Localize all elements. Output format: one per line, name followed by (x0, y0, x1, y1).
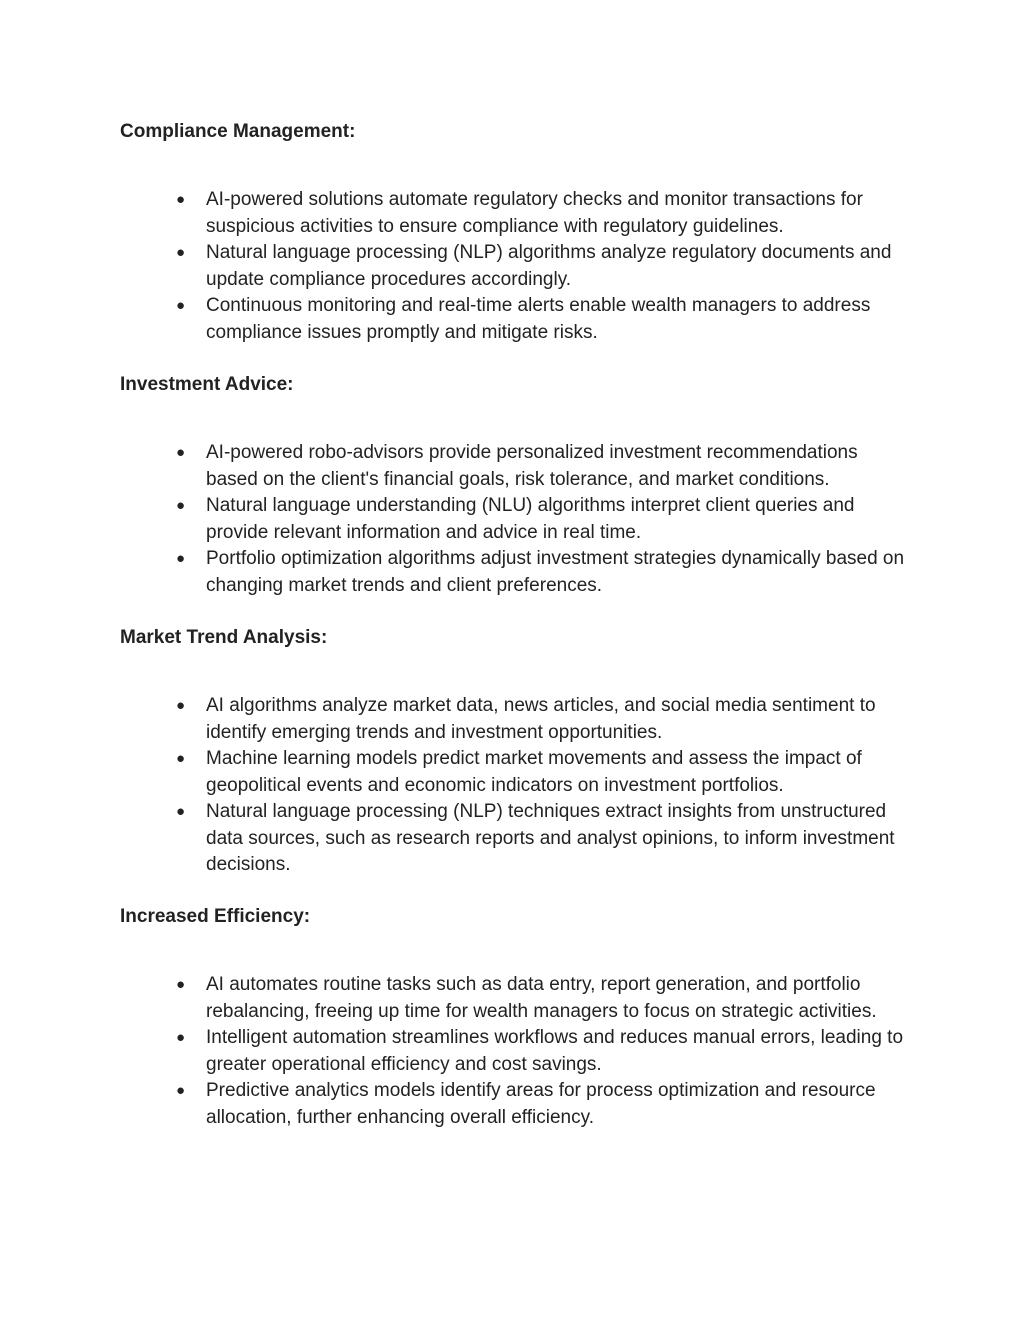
list-item-text: Natural language processing (NLP) techniques extract insights from unstructured data sources, such as research reports and analyst opinions, to inform investment decisions. (206, 801, 895, 875)
bullet-icon: ● (176, 976, 186, 993)
list-item-text: Continuous monitoring and real-time alerts enable wealth managers to address compliance issues promptly and mitigate risks. (206, 295, 871, 343)
list-item (176, 693, 910, 746)
section-heading: Increased Efficiency: (120, 906, 311, 927)
list-item-text: Natural language understanding (NLU) algorithms interpret client queries and provide relevant information and advice in real time. (206, 495, 855, 543)
list-item (176, 440, 910, 493)
section-market-trend-analysis (120, 625, 910, 875)
section-investment-advice (120, 372, 910, 596)
bullet-icon: ● (176, 550, 186, 567)
list-item (176, 799, 910, 879)
list-item (176, 493, 910, 546)
bullet-icon: ● (176, 803, 186, 820)
list-item-text: Portfolio optimization algorithms adjust investment strategies dynamically based on changing market trends and client preferences. (206, 548, 905, 596)
list-item (176, 1025, 910, 1078)
list-item-text: AI-powered robo-advisors provide personalized investment recommendations based on the client's financial goals, risk tolerance, and market conditions. (206, 442, 858, 490)
list-item-text: AI-powered solutions automate regulatory checks and monitor transactions for suspicious activities to ensure compliance with regulatory guidelines. (206, 189, 863, 237)
bullet-icon: ● (176, 750, 186, 767)
bullet-icon: ● (176, 497, 186, 514)
list-item (176, 972, 910, 1025)
bullet-icon: ● (176, 444, 186, 461)
list-item-text: Machine learning models predict market movements and assess the impact of geopolitical events and economic indicators on investment portfolios. (206, 748, 862, 796)
bullet-list (176, 440, 910, 599)
list-item-text: AI automates routine tasks such as data entry, report generation, and portfolio rebalancing, freeing up time for wealth managers to focus on strategic activities. (206, 974, 877, 1022)
list-item (176, 187, 910, 240)
bullet-icon: ● (176, 697, 186, 714)
bullet-icon: ● (176, 244, 186, 261)
list-item (176, 546, 910, 599)
section-compliance-management (120, 119, 910, 343)
section-heading: Investment Advice: (120, 374, 294, 395)
section-heading: Market Trend Analysis: (120, 627, 328, 648)
section-increased-efficiency (120, 904, 910, 1128)
section-heading: Compliance Management: (120, 121, 356, 142)
list-item-text: Natural language processing (NLP) algorithms analyze regulatory documents and update compliance procedures accordingly. (206, 242, 892, 290)
list-item-text: Predictive analytics models identify areas for process optimization and resource allocation, further enhancing overall efficiency. (206, 1080, 876, 1128)
bullet-icon: ● (176, 191, 186, 208)
list-item (176, 1078, 910, 1131)
bullet-icon: ● (176, 1029, 186, 1046)
list-item-text: Intelligent automation streamlines workflows and reduces manual errors, leading to greater operational efficiency and cost savings. (206, 1027, 904, 1075)
list-item (176, 240, 910, 293)
bullet-list (176, 187, 910, 346)
list-item (176, 293, 910, 346)
list-item-text: AI algorithms analyze market data, news articles, and social media sentiment to identify emerging trends and investment opportunities. (206, 695, 876, 743)
bullet-list (176, 972, 910, 1131)
bullet-icon: ● (176, 1082, 186, 1099)
bullet-list (176, 693, 910, 879)
bullet-icon: ● (176, 297, 186, 314)
list-item (176, 746, 910, 799)
